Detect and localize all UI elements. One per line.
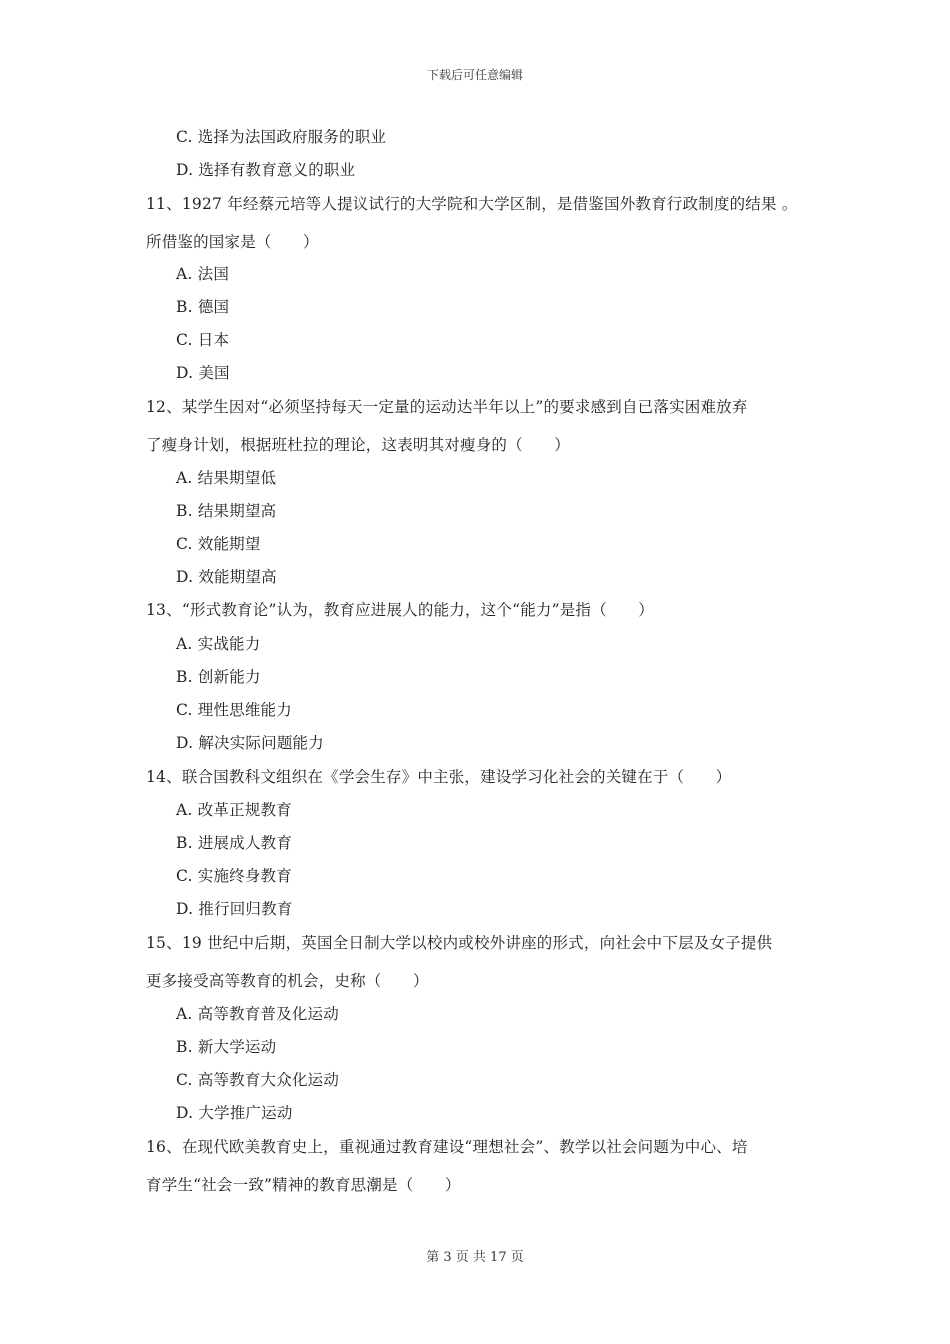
answer-option: C. 选择为法国政府服务的职业 bbox=[176, 128, 387, 146]
question-line: 12、某学生因对“必须坚持每天一定量的运动达半年以上”的要求感到自已落实困难放弃 bbox=[146, 398, 748, 416]
answer-option: D. 美国 bbox=[176, 364, 230, 382]
page-footer: 第 3 页 共 17 页 bbox=[426, 1250, 524, 1265]
answer-option: C. 日本 bbox=[176, 331, 230, 349]
question-line: 16、在现代欧美教育史上，重视通过教育建设“理想社会”、教学以社会问题为中心、培 bbox=[146, 1138, 748, 1156]
question-line: 15、19 世纪中后期，英国全日制大学以校内或校外讲座的形式，向社会中下层及女子提供 bbox=[146, 934, 773, 952]
answer-option: C. 理性思维能力 bbox=[176, 701, 292, 719]
answer-option: B. 新大学运动 bbox=[176, 1038, 277, 1056]
answer-option: A. 高等教育普及化运动 bbox=[176, 1005, 339, 1023]
answer-option: A. 改革正规教育 bbox=[176, 801, 292, 819]
answer-option: D. 解决实际问题能力 bbox=[176, 734, 324, 752]
question-line: 了瘦身计划，根据班杜拉的理论，这表明其对瘦身的（ ） bbox=[146, 436, 570, 454]
answer-option: B. 创新能力 bbox=[176, 668, 261, 686]
answer-option: A. 实战能力 bbox=[176, 635, 261, 653]
answer-option: C. 效能期望 bbox=[176, 535, 261, 553]
answer-option: C. 实施终身教育 bbox=[176, 867, 292, 885]
answer-option: D. 推行回归教育 bbox=[176, 900, 293, 918]
answer-option: D. 大学推广运动 bbox=[176, 1104, 293, 1122]
question-line: 所借鉴的国家是（ ） bbox=[146, 233, 319, 251]
question-line: 14、联合国教科文组织在《学会生存》中主张，建设学习化社会的关键在于（ ） bbox=[146, 768, 732, 786]
answer-option: D. 选择有教育意义的职业 bbox=[176, 161, 356, 179]
question-line: 更多接受高等教育的机会，史称（ ） bbox=[146, 972, 429, 990]
answer-option: A. 法国 bbox=[176, 265, 230, 283]
question-line: 11、1927 年经蔡元培等人提议试行的大学院和大学区制，是借鉴国外教育行政制度的结果 。 bbox=[146, 195, 798, 213]
question-line: 育学生“社会一致”精神的教育思潮是（ ） bbox=[146, 1176, 461, 1194]
answer-option: B. 进展成人教育 bbox=[176, 834, 293, 852]
answer-option: A. 结果期望低 bbox=[176, 469, 277, 487]
question-line: 13、“形式教育论”认为，教育应进展人的能力，这个“能力”是指（ ） bbox=[146, 601, 654, 619]
answer-option: B. 结果期望高 bbox=[176, 502, 277, 520]
answer-option: D. 效能期望高 bbox=[176, 568, 277, 586]
answer-option: B. 德国 bbox=[176, 298, 230, 316]
page-header: 下载后可任意编辑 bbox=[426, 68, 523, 82]
answer-option: C. 高等教育大众化运动 bbox=[176, 1071, 340, 1089]
